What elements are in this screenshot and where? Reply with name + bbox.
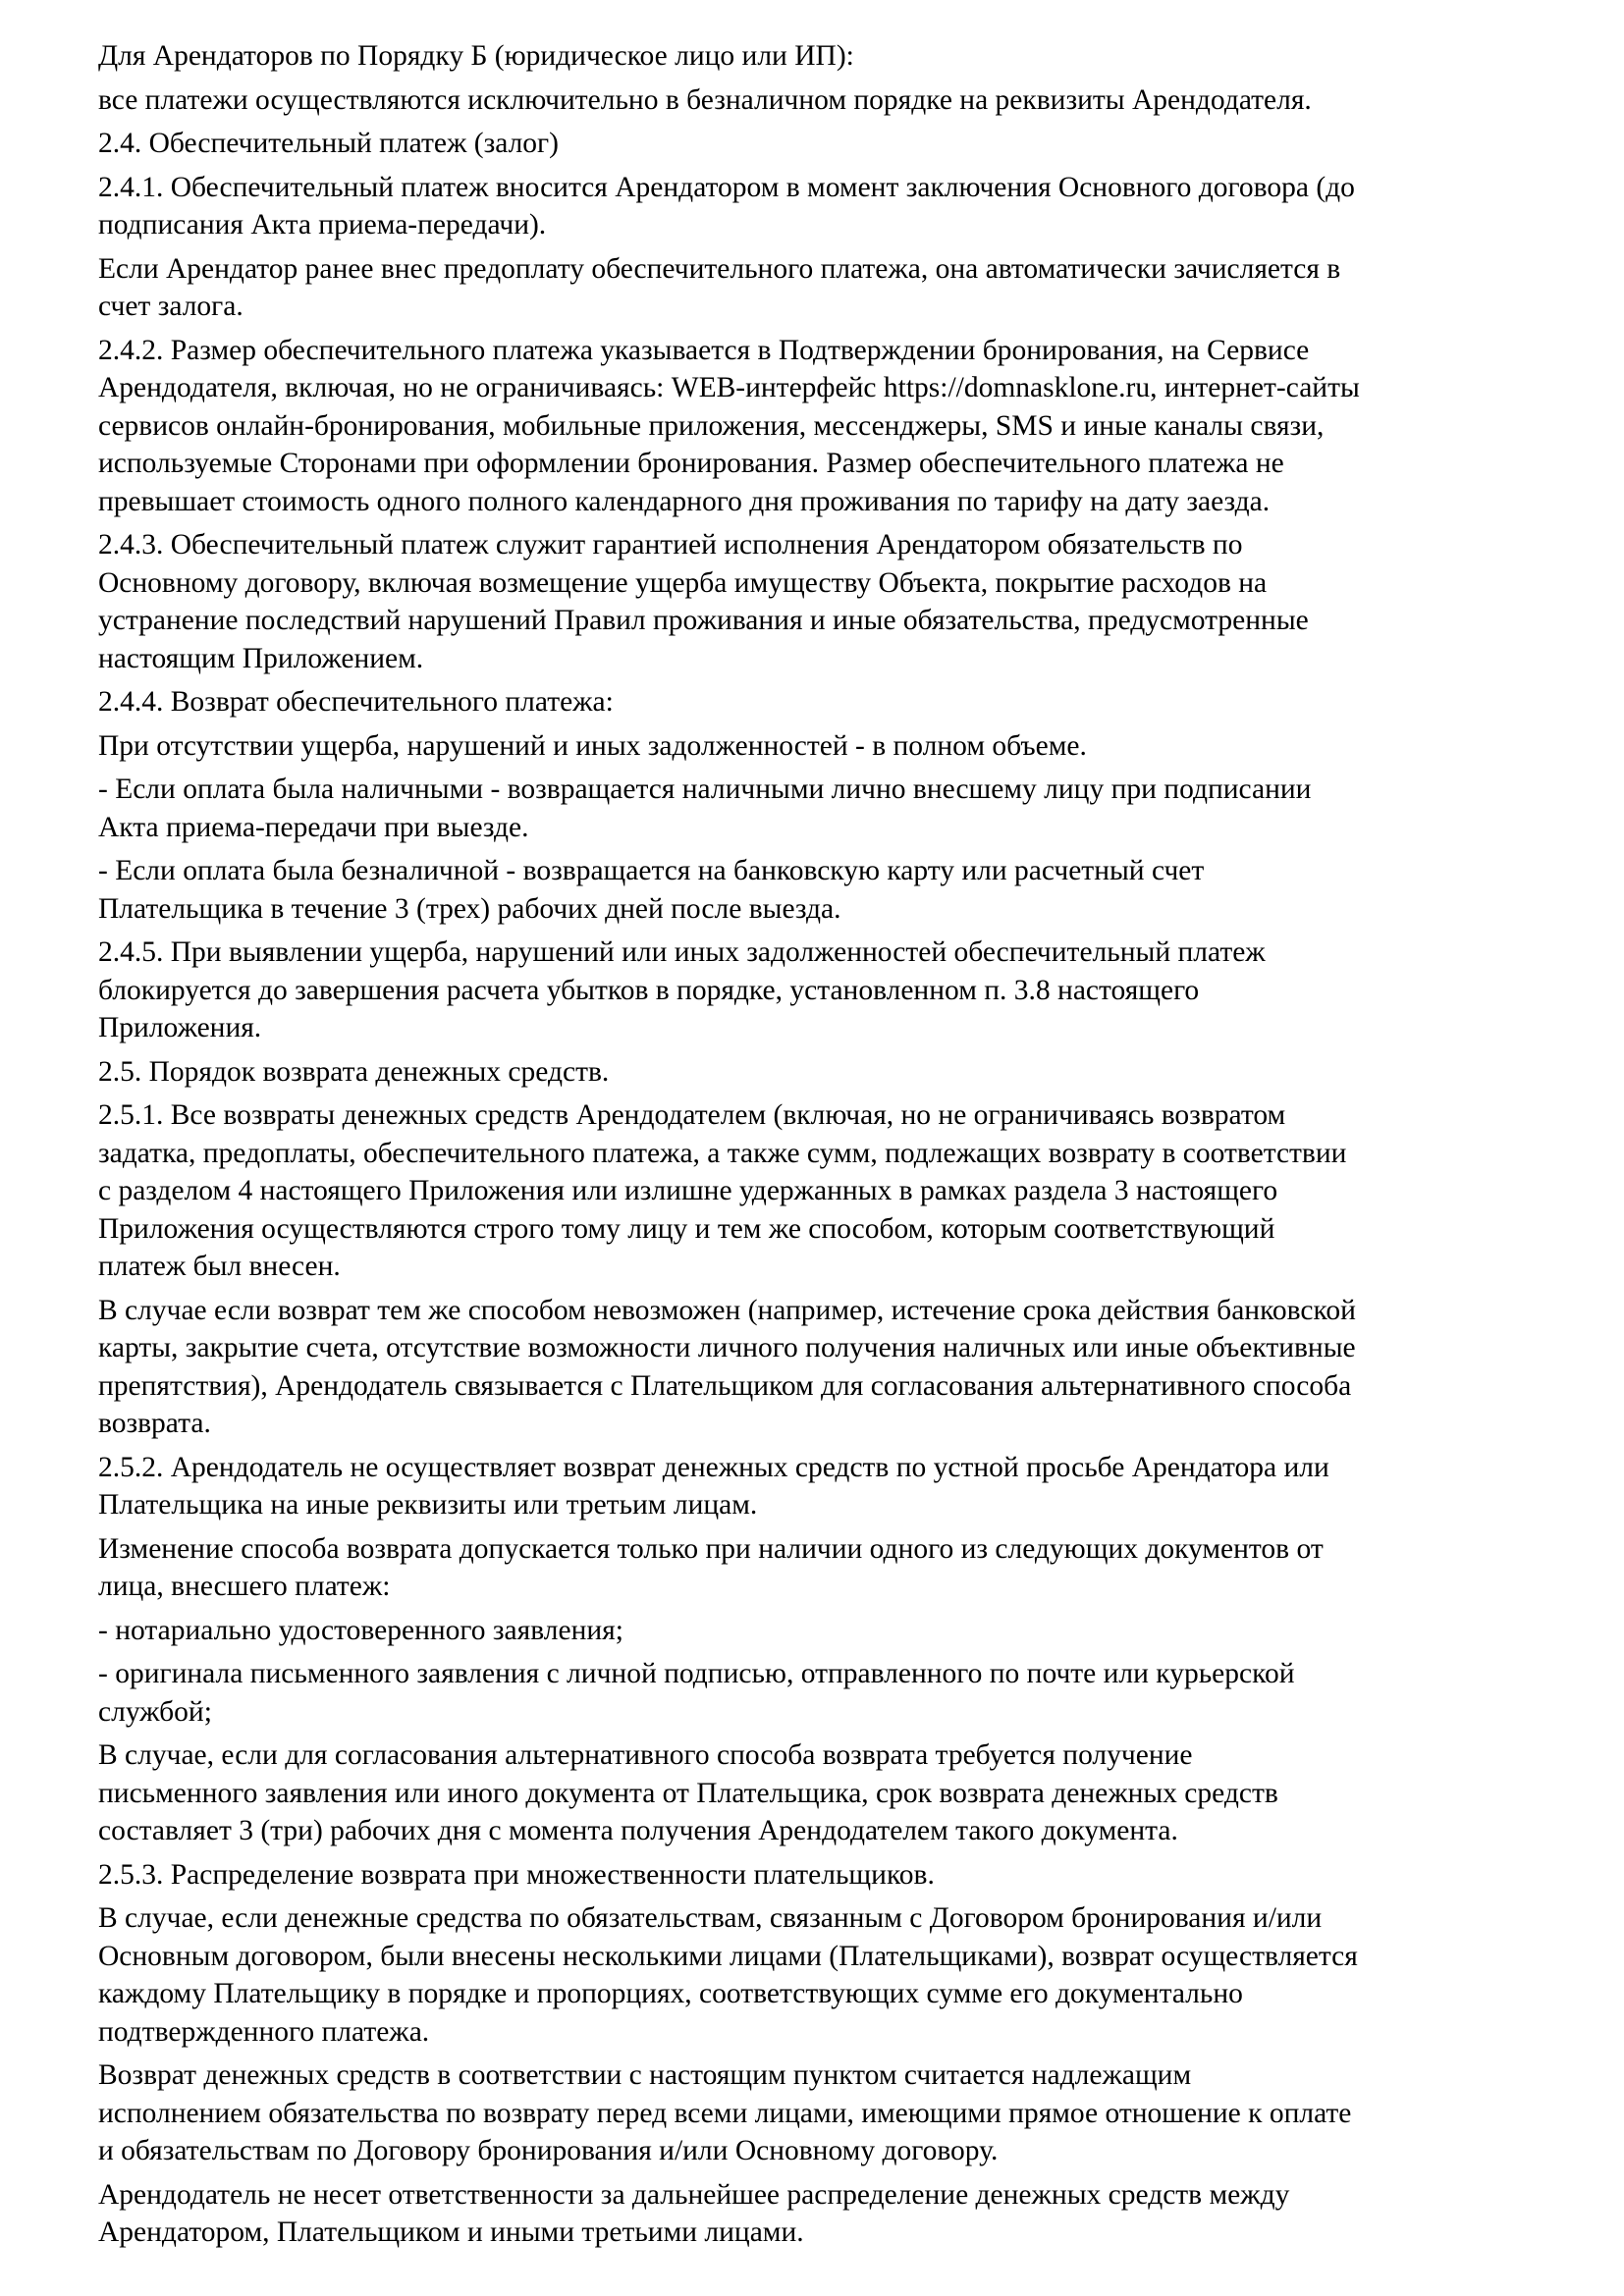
text-line: - Если оплата была наличными - возвращается наличными лично внесшему лицу при подписании	[98, 774, 1312, 805]
text-line: лица, внесшего платеж:	[98, 1571, 391, 1602]
text-line: Если Арендатор ранее внес предоплату обеспечительного платежа, она автоматически зачисляется в	[98, 252, 1341, 285]
text-line: Акта приема-передачи при выезде.	[98, 811, 529, 843]
text-line: При отсутствии ущерба, нарушений и иных задолженностей - в полном объеме.	[98, 729, 1087, 762]
text-line: подписания Акта приема-передачи).	[98, 209, 547, 240]
text-line: настоящим Приложением.	[98, 642, 424, 674]
text-line: и обязательствам по Договору бронирования и/или Основному договору.	[98, 2135, 999, 2166]
document-paragraph	[98, 1053, 1551, 1092]
text-line: Приложения осуществляются строго тому лицу и тем же способом, которым соответствующий	[98, 1212, 1275, 1245]
text-line: с разделом 4 настоящего Приложения или излишне удержанных в рамках раздела 3 настоящего	[98, 1175, 1278, 1206]
text-line: Плательщика в течение 3 (трех) рабочих дней после выезда.	[98, 892, 841, 925]
text-line: карты, закрытие счета, отсутствие возможности личного получения наличных или иные объективные	[98, 1332, 1356, 1363]
document-paragraph	[98, 1096, 1551, 1286]
text-line: превышает стоимость одного полного календарного дня проживания по тарифу на дату заезда.	[98, 485, 1271, 517]
document-paragraph	[98, 1449, 1551, 1524]
document-paragraph	[98, 1736, 1551, 1850]
text-line: 2.4.4. Возврат обеспечительного платежа:	[98, 686, 614, 718]
text-line: В случае, если для согласования альтернативного способа возврата требуется получение	[98, 1739, 1193, 1771]
text-line: каждому Плательщику в порядке и пропорциях, соответствующих сумме его документально	[98, 1978, 1243, 2009]
document-page	[98, 37, 1551, 2258]
document-paragraph	[98, 1612, 1551, 1650]
text-line: Арендатором, Плательщиком и иными третьими лицами.	[98, 2216, 804, 2248]
text-line: Арендодателя, включая, но не ограничиваясь: WEB-интерфейс https://domnasklone.ru, интернет-сайты	[98, 372, 1360, 403]
document-paragraph	[98, 2056, 1551, 2170]
document-paragraph	[98, 727, 1551, 766]
document-paragraph	[98, 934, 1551, 1047]
document-paragraph	[98, 526, 1551, 677]
text-line: возврата.	[98, 1408, 211, 1439]
document-paragraph	[98, 1856, 1551, 1895]
document-paragraph	[98, 852, 1551, 928]
text-line: сервисов онлайн-бронирования, мобильные приложения, мессенджеры, SMS и иные каналы связи,	[98, 409, 1325, 442]
document-paragraph	[98, 771, 1551, 846]
text-line: Возврат денежных средств в соответствии с настоящим пунктом считается надлежащим	[98, 2059, 1192, 2091]
text-line: 2.4.5. При выявлении ущерба, нарушений или иных задолженностей обеспечительный платеж	[98, 936, 1266, 968]
text-line: платеж был внесен.	[98, 1251, 341, 1282]
text-line: 2.5. Порядок возврата денежных средств.	[98, 1055, 610, 1088]
document-paragraph	[98, 125, 1551, 163]
text-line: исполнением обязательства по возврату перед всеми лицами, имеющими прямое отношение к оплате	[98, 2097, 1352, 2129]
document-paragraph	[98, 1899, 1551, 2051]
text-line: все платежи осуществляются исключительно в безналичном порядке на реквизиты Арендодателя.	[98, 83, 1312, 116]
text-line: Основным договором, были внесены несколькими лицами (Плательщиками), возврат осуществляется	[98, 1940, 1358, 1972]
text-line: Изменение способа возврата допускается только при наличии одного из следующих документов от	[98, 1532, 1324, 1565]
text-line: задатка, предоплаты, обеспечительного платежа, а также сумм, подлежащих возврату в соответствии	[98, 1137, 1347, 1169]
text-line: препятствия), Арендодатель связывается с Плательщиком для согласования альтернативного способа	[98, 1369, 1352, 1402]
text-line: - оригинала письменного заявления с личной подписью, отправленного по почте или курьерской	[98, 1658, 1295, 1689]
document-paragraph	[98, 1655, 1551, 1731]
text-line: устранение последствий нарушений Правил проживания и иные обязательства, предусмотренные	[98, 605, 1309, 636]
text-line: 2.4.3. Обеспечительный платеж служит гарантией исполнения Арендатором обязательств по	[98, 529, 1243, 561]
text-line: Приложения.	[98, 1012, 262, 1043]
text-line: счет залога.	[98, 291, 244, 322]
text-line: 2.5.1. Все возвраты денежных средств Арендодателем (включая, но не ограничиваясь возвратом	[98, 1099, 1286, 1131]
text-line: 2.5.2. Арендодатель не осуществляет возврат денежных средств по устной просьбе Арендатора или	[98, 1451, 1329, 1483]
text-line: Плательщика на иные реквизиты или третьим лицам.	[98, 1489, 758, 1521]
text-line: В случае если возврат тем же способом невозможен (например, истечение срока действия банковской	[98, 1294, 1356, 1326]
text-line: 2.5.3. Распределение возврата при множественности плательщиков.	[98, 1858, 935, 1891]
document-paragraph	[98, 2176, 1551, 2252]
text-line: 2.4. Обеспечительный платеж (залог)	[98, 128, 559, 159]
text-line: службой;	[98, 1695, 212, 1728]
text-line: В случае, если денежные средства по обязательствам, связанным с Договором бронирования и/или	[98, 1902, 1323, 1934]
text-line: подтвержденного платежа.	[98, 2015, 430, 2048]
document-paragraph	[98, 250, 1551, 326]
document-paragraph	[98, 1292, 1551, 1443]
document-paragraph	[98, 37, 1551, 76]
text-line: - Если оплата была безналичной - возвращается на банковскую карту или расчетный счет	[98, 855, 1205, 886]
document-paragraph	[98, 81, 1551, 120]
text-line: используемые Сторонами при оформлении бронирования. Размер обеспечительного платежа не	[98, 448, 1284, 479]
text-line: блокируется до завершения расчета убытков в порядке, установленном п. 3.8 настоящего	[98, 974, 1200, 1006]
document-paragraph	[98, 1530, 1551, 1606]
text-line: Арендодатель не несет ответственности за дальнейшее распределение денежных средств между	[98, 2178, 1290, 2211]
text-line: Основному договору, включая возмещение ущерба имуществу Объекта, покрытие расходов на	[98, 566, 1268, 599]
text-line: письменного заявления или иного документа от Плательщика, срок возврата денежных средств	[98, 1777, 1278, 1809]
text-line: 2.4.2. Размер обеспечительного платежа указывается в Подтверждении бронирования, на Сервисе	[98, 334, 1310, 366]
text-line: 2.4.1. Обеспечительный платеж вносится Арендатором в момент заключения Основного договора (до	[98, 171, 1355, 203]
document-paragraph	[98, 169, 1551, 244]
text-line: Для Арендаторов по Порядку Б (юридическое лицо или ИП):	[98, 40, 854, 72]
document-paragraph	[98, 332, 1551, 521]
text-line: составляет 3 (три) рабочих дня с момента получения Арендодателем такого документа.	[98, 1815, 1178, 1846]
document-paragraph	[98, 683, 1551, 721]
text-line: - нотариально удостоверенного заявления;	[98, 1614, 623, 1646]
